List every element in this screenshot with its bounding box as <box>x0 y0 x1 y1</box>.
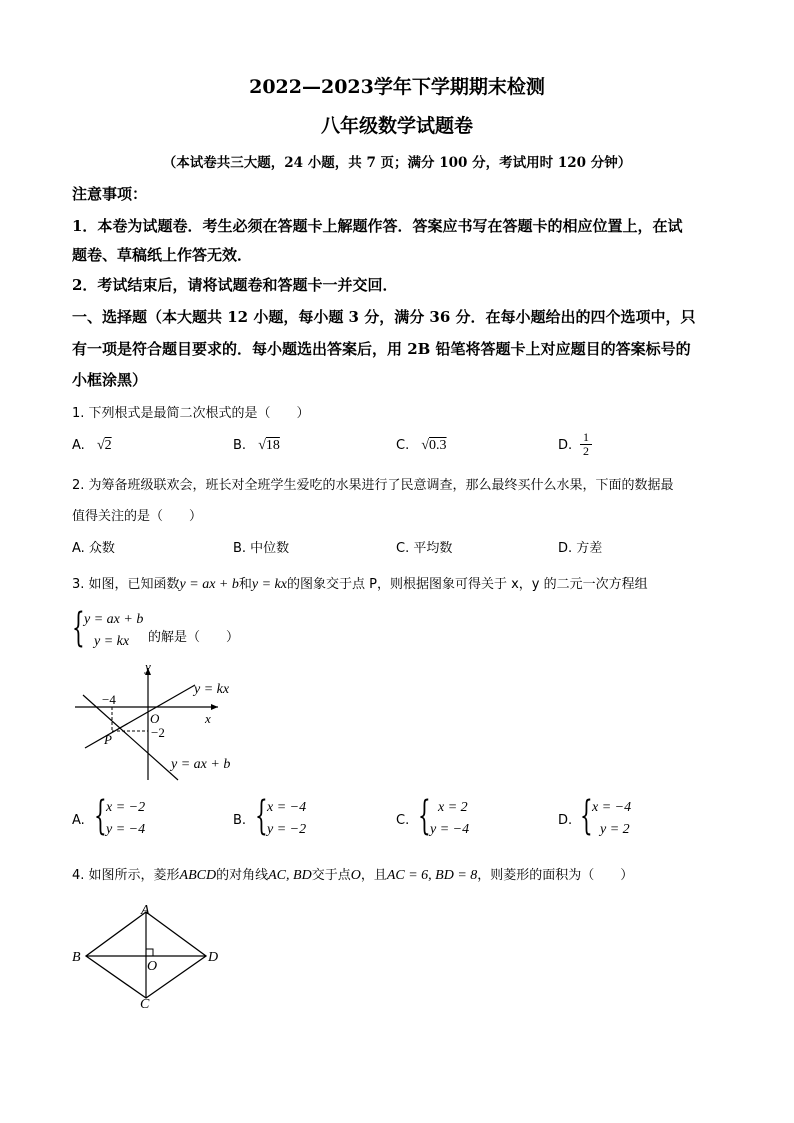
notes-item-1-cont: 题卷、草稿纸上作答无效． <box>72 246 253 264</box>
q3-option-c: { x = 2 y = −4 <box>418 793 470 839</box>
section-heading: 一、选择题（本大题共 12 小题，每小题 3 分，满分 36 分．在每小题给出的四个选项中，只 <box>72 308 696 326</box>
vertex-b: B <box>72 950 81 965</box>
label-p: P <box>104 732 112 747</box>
label-x: x <box>205 711 211 726</box>
label-neg4: −4 <box>102 692 116 707</box>
q3-option-b: { x = −4 y = −2 <box>255 793 307 839</box>
q3-option-d: { x = −4 y = 2 <box>580 793 632 839</box>
right-angle-mark <box>146 949 153 956</box>
q3-graph <box>70 660 260 785</box>
question-3-stem: 3. 如图，已知函数y = ax + b和y = kx的图象交于点 P，则根据图象可得关于 x，y 的二元一次方程组 <box>72 577 648 592</box>
label-kx: y = kx <box>194 682 230 697</box>
q3-equation-system: { y = ax + b y = kx <box>72 605 144 651</box>
q1-option-d: D. <box>558 438 573 453</box>
vertex-d: D <box>208 950 219 965</box>
x-axis-arrow <box>211 704 218 710</box>
exam-info: （本试卷共三大题，24 小题，共 7 页；满分 100 分，考试用时 120 分钟） <box>162 155 632 171</box>
q1-option-c: C. √0.3 <box>396 438 447 453</box>
q3-option-b-label: B. <box>233 813 247 828</box>
q1-option-d-fraction: 1 2 <box>580 431 592 458</box>
notes-item-1: 1．本卷为试题卷．考生必须在答题卡上解题作答．答案应书写在答题卡的相应位置上，在试 <box>72 217 683 235</box>
question-2-stem: 2. 为筹备班级联欢会，班长对全班学生爱吃的水果进行了民意调查，那么最终买什么水果，下面的数据最 <box>72 478 674 493</box>
q4-rhombus-figure <box>70 898 230 1013</box>
label-y: y <box>145 660 151 674</box>
exam-title: 2022—2023学年下学期期末检测 <box>249 76 545 98</box>
q3-option-d-label: D. <box>558 813 573 828</box>
label-neg2: −2 <box>151 725 165 740</box>
question-2-stem-cont: 值得关注的是（ ） <box>72 509 203 524</box>
exam-subtitle: 八年级数学试题卷 <box>320 115 473 137</box>
vertex-c: C <box>140 997 150 1012</box>
label-ax-b: y = ax + b <box>171 757 231 772</box>
q3-option-a-label: A. <box>72 813 85 828</box>
q2-option-d: D. 方差 <box>558 541 603 556</box>
question-4-stem: 4. 如图所示，菱形ABCD的对角线AC, BD交于点O，且AC = 6, BD = 8，则菱形的面积为（ ） <box>72 868 634 883</box>
question-3-stem-end: 的解是（ ） <box>148 630 240 645</box>
question-1-stem: 1. 下列根式是最简二次根式的是（ ） <box>72 406 310 421</box>
q1-option-a: A. √2 <box>72 438 112 453</box>
center-o: O <box>147 959 158 974</box>
section-heading-cont2: 小框涂黑） <box>72 371 148 389</box>
q2-option-c: C. 平均数 <box>396 541 453 556</box>
q3-option-c-label: C. <box>396 813 410 828</box>
q2-option-a: A. 众数 <box>72 541 115 556</box>
section-heading-cont: 有一项是符合题目要求的．每小题选出答案后，用 2B 铅笔将答题卡上对应题目的答案标号的 <box>72 340 691 358</box>
q1-option-b: B. √18 <box>233 438 280 453</box>
notes-item-2: 2．考试结束后，请将试题卷和答题卡一并交回． <box>72 276 398 294</box>
notes-heading: 注意事项： <box>72 185 148 203</box>
label-o: O <box>150 711 160 726</box>
q3-option-a: { x = −2 y = −4 <box>94 793 146 839</box>
q2-option-b: B. 中位数 <box>233 541 290 556</box>
vertex-a: A <box>141 903 150 918</box>
